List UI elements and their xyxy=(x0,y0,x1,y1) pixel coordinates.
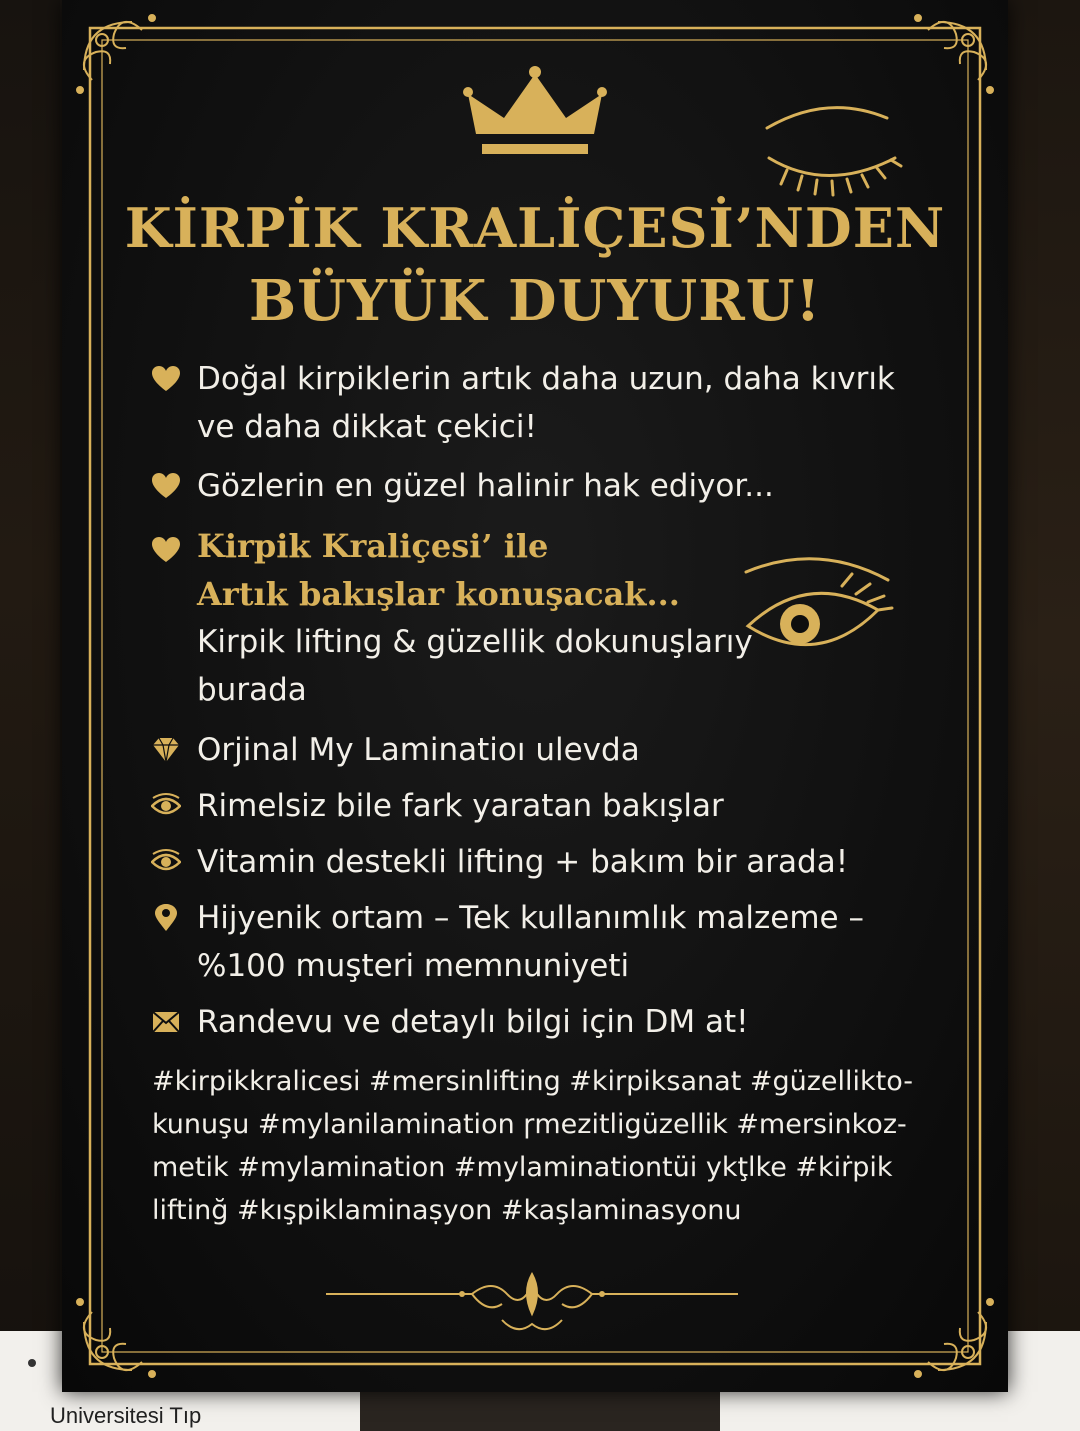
eye-icon xyxy=(151,792,181,820)
eye-icon xyxy=(151,848,181,876)
list-item xyxy=(197,355,895,451)
diamond-icon xyxy=(151,736,181,764)
list-item xyxy=(197,522,753,714)
list-item xyxy=(197,894,864,990)
background-left xyxy=(0,0,60,1431)
list-bullet xyxy=(28,1359,36,1367)
heart-icon xyxy=(151,536,181,564)
item-text-line: Doğal kirpiklerin artık daha uzun, daha kıvrık xyxy=(197,361,895,397)
crown-icon xyxy=(462,66,608,166)
background-right xyxy=(1005,0,1080,1431)
item-text-line: Gözlerin en güzel halinir hak ediyor... xyxy=(197,468,774,504)
list-item xyxy=(197,998,749,1046)
hashtag-line: liftinğ #kışpiklaminaṣyon #kaşlaminasyonu xyxy=(152,1195,742,1226)
item-text-line: Hijyenik ortam – Tek kullanımlık malzeme – xyxy=(197,900,864,936)
page-title-line-1: KİRPİK KRALİÇESİ’NDEN xyxy=(124,196,946,260)
item-text-line: %100 muşteri memnuniyeti xyxy=(197,948,630,984)
ornamental-divider xyxy=(322,1270,742,1340)
closed-eye-lashes-icon xyxy=(757,98,907,198)
item-text-line: Vitamin destekli lifting + bakım bir arada! xyxy=(197,844,849,880)
hashtag-line: kunuşu #mylanilamination ɼmezitligüzellik #mersinkoz- xyxy=(152,1109,907,1140)
item-highlight-line: Artık bakışlar konuşacak... xyxy=(197,575,680,613)
item-text-line: Orjinal My Laminatioı ulevda xyxy=(197,732,640,768)
list-item xyxy=(197,462,774,510)
list-item xyxy=(197,782,724,830)
item-text-line: Kirpik lifting & güzellik dokunuşlarıy xyxy=(197,624,753,660)
open-eye-icon xyxy=(738,550,898,660)
item-text-line: Rimelsiz bile fark yaratan bakışlar xyxy=(197,788,724,824)
location-pin-icon xyxy=(151,902,181,934)
item-text-line: ve daha dikkat çekici! xyxy=(197,409,537,445)
item-highlight-line: Kirpik Kraliçesi’ ile xyxy=(197,527,549,565)
announcement-card xyxy=(62,0,1008,1392)
item-text-line: Randevu ve detaylı bilgi için DM at! xyxy=(197,1004,749,1040)
heart-icon xyxy=(151,472,181,500)
heart-icon xyxy=(151,365,181,393)
hashtag-line: #kirpikkralicesi #mersinlifting #kirpiksanat #güzellikto- xyxy=(152,1066,914,1097)
hashtag-block xyxy=(152,1060,942,1232)
item-text-line: burada xyxy=(197,672,307,708)
envelope-icon xyxy=(151,1008,181,1036)
hashtag-line: metik #mylamination #mylaminationtüi ykţlke #kiṙpik xyxy=(152,1152,893,1183)
list-item xyxy=(197,838,848,886)
list-item xyxy=(197,726,640,774)
page-title-line-2: BÜYÜK DUYURU! xyxy=(248,268,822,334)
background-caption: Universitesi Tıp xyxy=(50,1403,202,1428)
